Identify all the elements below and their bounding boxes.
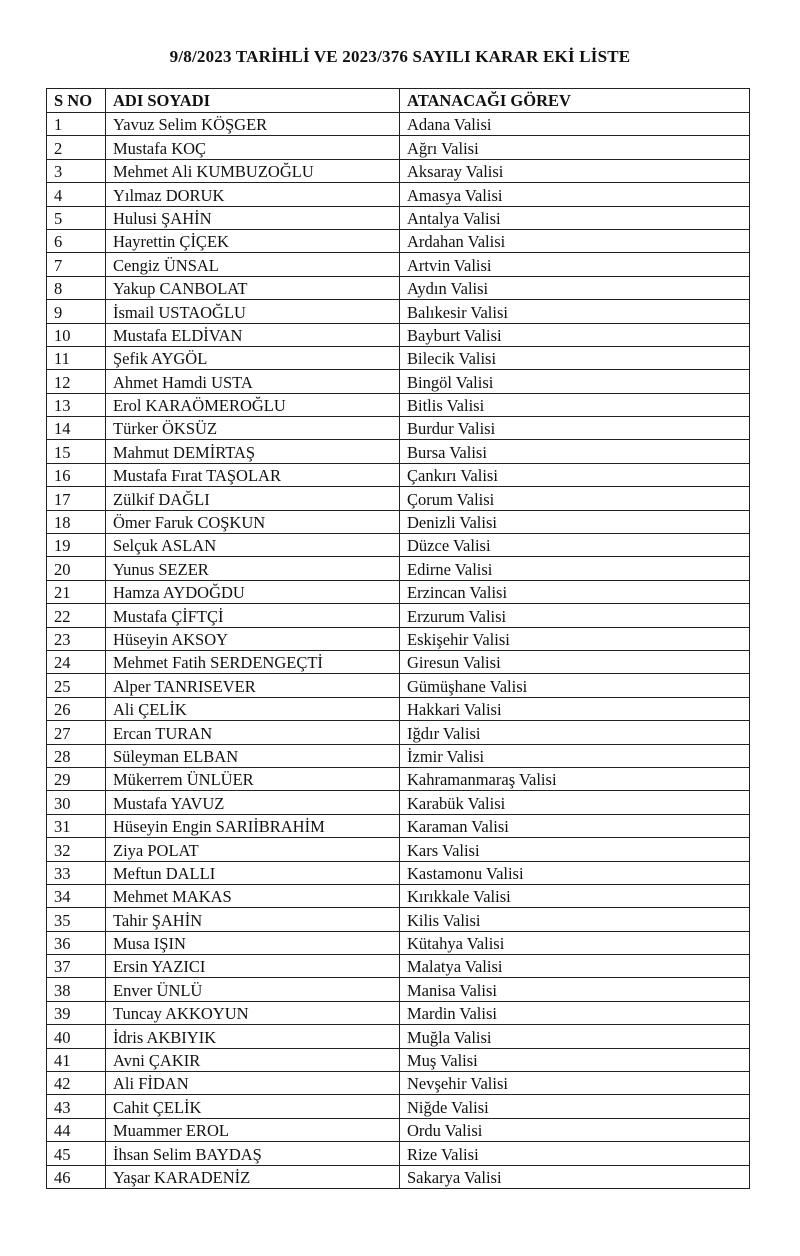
cell-sno: 18 (47, 510, 106, 533)
cell-sno: 41 (47, 1048, 106, 1071)
cell-duty: Bilecik Valisi (400, 346, 750, 369)
cell-duty: Kütahya Valisi (400, 931, 750, 954)
cell-name: Ali ÇELİK (106, 697, 400, 720)
cell-sno: 38 (47, 978, 106, 1001)
cell-name: İhsan Selim BAYDAŞ (106, 1142, 400, 1165)
table-row (47, 463, 750, 486)
cell-name: Ali FİDAN (106, 1072, 400, 1095)
header-duty: ATANACAĞI GÖREV (400, 89, 750, 113)
cell-sno: 20 (47, 557, 106, 580)
cell-sno: 12 (47, 370, 106, 393)
table-row (47, 697, 750, 720)
cell-duty: Niğde Valisi (400, 1095, 750, 1118)
cell-name: Ömer Faruk COŞKUN (106, 510, 400, 533)
table-row (47, 534, 750, 557)
table-row (47, 440, 750, 463)
table-row (47, 1025, 750, 1048)
table-row (47, 580, 750, 603)
table-row (47, 417, 750, 440)
cell-duty: Erzincan Valisi (400, 580, 750, 603)
cell-sno: 36 (47, 931, 106, 954)
cell-duty: Hakkari Valisi (400, 697, 750, 720)
cell-name: Ahmet Hamdi USTA (106, 370, 400, 393)
cell-sno: 28 (47, 744, 106, 767)
cell-name: Ercan TURAN (106, 721, 400, 744)
table-row (47, 346, 750, 369)
cell-name: Enver ÜNLÜ (106, 978, 400, 1001)
table-row (47, 627, 750, 650)
table-row (47, 908, 750, 931)
cell-duty: Kars Valisi (400, 838, 750, 861)
cell-duty: Artvin Valisi (400, 253, 750, 276)
cell-name: Yılmaz DORUK (106, 183, 400, 206)
cell-name: Hüseyin AKSOY (106, 627, 400, 650)
cell-duty: Adana Valisi (400, 113, 750, 136)
cell-duty: Çankırı Valisi (400, 463, 750, 486)
cell-name: Şefik AYGÖL (106, 346, 400, 369)
cell-duty: Sakarya Valisi (400, 1165, 750, 1188)
table-row (47, 767, 750, 790)
cell-sno: 15 (47, 440, 106, 463)
cell-name: Selçuk ASLAN (106, 534, 400, 557)
table-row (47, 861, 750, 884)
cell-name: Mustafa KOÇ (106, 136, 400, 159)
cell-duty: İzmir Valisi (400, 744, 750, 767)
cell-duty: Antalya Valisi (400, 206, 750, 229)
table-row (47, 229, 750, 252)
cell-name: Yakup CANBOLAT (106, 276, 400, 299)
cell-sno: 34 (47, 884, 106, 907)
cell-duty: Mardin Valisi (400, 1001, 750, 1024)
cell-sno: 19 (47, 534, 106, 557)
cell-sno: 32 (47, 838, 106, 861)
cell-duty: Balıkesir Valisi (400, 300, 750, 323)
cell-sno: 45 (47, 1142, 106, 1165)
cell-name: Musa IŞIN (106, 931, 400, 954)
cell-duty: Düzce Valisi (400, 534, 750, 557)
cell-sno: 33 (47, 861, 106, 884)
cell-duty: Gümüşhane Valisi (400, 674, 750, 697)
table-row (47, 253, 750, 276)
header-name: ADI SOYADI (106, 89, 400, 113)
cell-name: Mehmet MAKAS (106, 884, 400, 907)
cell-sno: 27 (47, 721, 106, 744)
cell-duty: Ağrı Valisi (400, 136, 750, 159)
table-row (47, 393, 750, 416)
cell-duty: Ordu Valisi (400, 1118, 750, 1141)
cell-name: Süleyman ELBAN (106, 744, 400, 767)
cell-name: Cengiz ÜNSAL (106, 253, 400, 276)
page-title: 9/8/2023 TARİHLİ VE 2023/376 SAYILI KARAR EKİ LİSTE (169, 47, 631, 66)
table-row (47, 721, 750, 744)
cell-name: Cahit ÇELİK (106, 1095, 400, 1118)
table-row (47, 136, 750, 159)
cell-sno: 7 (47, 253, 106, 276)
cell-name: Zülkif DAĞLI (106, 487, 400, 510)
cell-sno: 2 (47, 136, 106, 159)
cell-duty: Bursa Valisi (400, 440, 750, 463)
cell-duty: Denizli Valisi (400, 510, 750, 533)
table-row (47, 955, 750, 978)
cell-sno: 24 (47, 650, 106, 673)
table-row (47, 1118, 750, 1141)
cell-duty: Manisa Valisi (400, 978, 750, 1001)
cell-name: Hayrettin ÇİÇEK (106, 229, 400, 252)
cell-duty: Bingöl Valisi (400, 370, 750, 393)
cell-name: Meftun DALLI (106, 861, 400, 884)
cell-duty: Edirne Valisi (400, 557, 750, 580)
cell-sno: 42 (47, 1072, 106, 1095)
cell-sno: 39 (47, 1001, 106, 1024)
cell-name: Hüseyin Engin SARIİBRAHİM (106, 814, 400, 837)
table-row (47, 1142, 750, 1165)
table-row (47, 300, 750, 323)
table-row (47, 510, 750, 533)
cell-sno: 13 (47, 393, 106, 416)
cell-name: Mustafa Fırat TAŞOLAR (106, 463, 400, 486)
cell-duty: Kastamonu Valisi (400, 861, 750, 884)
cell-sno: 31 (47, 814, 106, 837)
cell-duty: Burdur Valisi (400, 417, 750, 440)
cell-sno: 4 (47, 183, 106, 206)
cell-duty: Aksaray Valisi (400, 159, 750, 182)
cell-name: İsmail USTAOĞLU (106, 300, 400, 323)
cell-name: Hulusi ŞAHİN (106, 206, 400, 229)
cell-sno: 26 (47, 697, 106, 720)
cell-sno: 29 (47, 767, 106, 790)
cell-name: Tahir ŞAHİN (106, 908, 400, 931)
cell-duty: Kahramanmaraş Valisi (400, 767, 750, 790)
cell-sno: 40 (47, 1025, 106, 1048)
cell-duty: Çorum Valisi (400, 487, 750, 510)
table-row (47, 276, 750, 299)
cell-name: Ziya POLAT (106, 838, 400, 861)
cell-sno: 23 (47, 627, 106, 650)
table-row (47, 744, 750, 767)
cell-sno: 6 (47, 229, 106, 252)
table-row (47, 814, 750, 837)
cell-sno: 46 (47, 1165, 106, 1188)
table-row (47, 674, 750, 697)
cell-sno: 3 (47, 159, 106, 182)
cell-duty: Malatya Valisi (400, 955, 750, 978)
cell-duty: Muğla Valisi (400, 1025, 750, 1048)
table-row (47, 604, 750, 627)
cell-name: İdris AKBIYIK (106, 1025, 400, 1048)
table-row (47, 1048, 750, 1071)
cell-duty: Aydın Valisi (400, 276, 750, 299)
table-row (47, 1001, 750, 1024)
cell-duty: Eskişehir Valisi (400, 627, 750, 650)
table-row (47, 650, 750, 673)
cell-sno: 16 (47, 463, 106, 486)
cell-duty: Amasya Valisi (400, 183, 750, 206)
cell-duty: Ardahan Valisi (400, 229, 750, 252)
cell-sno: 35 (47, 908, 106, 931)
cell-sno: 21 (47, 580, 106, 603)
table-row (47, 791, 750, 814)
cell-name: Mustafa ÇİFTÇİ (106, 604, 400, 627)
header-sno: S NO (47, 89, 106, 113)
cell-duty: Karabük Valisi (400, 791, 750, 814)
cell-sno: 14 (47, 417, 106, 440)
cell-name: Yaşar KARADENİZ (106, 1165, 400, 1188)
cell-duty: Erzurum Valisi (400, 604, 750, 627)
table-row (47, 978, 750, 1001)
table-row (47, 113, 750, 136)
cell-sno: 44 (47, 1118, 106, 1141)
cell-duty: Nevşehir Valisi (400, 1072, 750, 1095)
cell-name: Mustafa YAVUZ (106, 791, 400, 814)
table-row (47, 1165, 750, 1188)
cell-name: Yavuz Selim KÖŞGER (106, 113, 400, 136)
table-row (47, 1072, 750, 1095)
cell-sno: 5 (47, 206, 106, 229)
cell-name: Mustafa ELDİVAN (106, 323, 400, 346)
cell-duty: Bitlis Valisi (400, 393, 750, 416)
cell-name: Muammer EROL (106, 1118, 400, 1141)
cell-duty: Kilis Valisi (400, 908, 750, 931)
cell-sno: 10 (47, 323, 106, 346)
cell-name: Alper TANRISEVER (106, 674, 400, 697)
cell-duty: Iğdır Valisi (400, 721, 750, 744)
table-row (47, 884, 750, 907)
table-row (47, 370, 750, 393)
cell-name: Türker ÖKSÜZ (106, 417, 400, 440)
cell-name: Erol KARAÖMEROĞLU (106, 393, 400, 416)
cell-duty: Muş Valisi (400, 1048, 750, 1071)
table-row (47, 183, 750, 206)
cell-duty: Bayburt Valisi (400, 323, 750, 346)
cell-duty: Giresun Valisi (400, 650, 750, 673)
table-row (47, 838, 750, 861)
table-row (47, 323, 750, 346)
table-row (47, 206, 750, 229)
cell-name: Mehmet Ali KUMBUZOĞLU (106, 159, 400, 182)
cell-sno: 17 (47, 487, 106, 510)
appointment-table (46, 88, 750, 1189)
cell-sno: 22 (47, 604, 106, 627)
cell-sno: 9 (47, 300, 106, 323)
cell-name: Ersin YAZICI (106, 955, 400, 978)
table-header-row (47, 89, 750, 113)
table-row (47, 557, 750, 580)
cell-sno: 1 (47, 113, 106, 136)
table-body (47, 113, 750, 1189)
cell-sno: 25 (47, 674, 106, 697)
cell-name: Yunus SEZER (106, 557, 400, 580)
table-row (47, 1095, 750, 1118)
cell-sno: 11 (47, 346, 106, 369)
cell-duty: Karaman Valisi (400, 814, 750, 837)
table-row (47, 159, 750, 182)
table-row (47, 931, 750, 954)
cell-name: Tuncay AKKOYUN (106, 1001, 400, 1024)
cell-duty: Kırıkkale Valisi (400, 884, 750, 907)
table-row (47, 487, 750, 510)
cell-name: Mahmut DEMİRTAŞ (106, 440, 400, 463)
cell-name: Avni ÇAKIR (106, 1048, 400, 1071)
cell-sno: 30 (47, 791, 106, 814)
cell-duty: Rize Valisi (400, 1142, 750, 1165)
cell-name: Mehmet Fatih SERDENGEÇTİ (106, 650, 400, 673)
cell-sno: 8 (47, 276, 106, 299)
cell-sno: 37 (47, 955, 106, 978)
cell-name: Hamza AYDOĞDU (106, 580, 400, 603)
cell-sno: 43 (47, 1095, 106, 1118)
cell-name: Mükerrem ÜNLÜER (106, 767, 400, 790)
